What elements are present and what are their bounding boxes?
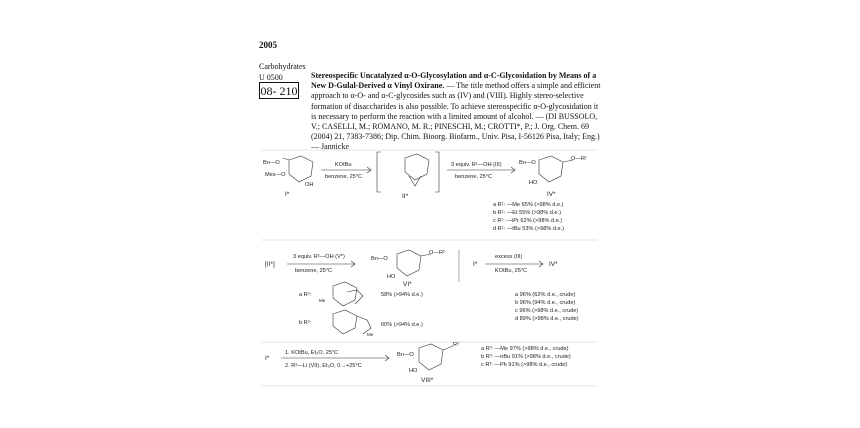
compound-II-label: II* xyxy=(402,193,409,200)
r1-product-ho: HO xyxy=(529,180,538,186)
r1-yield-d: d R¹: —tBu 53% (>98% d.e.) xyxy=(493,226,565,232)
r1-mes-label: Mes—O xyxy=(265,172,286,178)
r2-side-yield-d: d 89% (>98% d.e., crude) xyxy=(515,316,579,322)
r1-cond2: benzene, 25°C xyxy=(455,174,493,180)
abstract-body: — The title method offers a simple and efficient approach to α-O- and α-C-glycosides such as (IV) and (VIII). Highly stereo-selective formation of disaccharides is also possible. To achieve stereospecific α-O-glycosidation it is necessary to perform the reaction with a limited amount of alcohol. — (DI BUSSOLO, V.; CASELLI, M.; ROMANO, M. R.; PINESCHI, M.; CROTTI*, P.; J. Org. Chem. 69 (2004) 21, 7383-7386; Dip. Chim. Bioorg. Biofarm., Univ. Pisa, I-56126 Pisa, Italy; Eng.) — Jannicke xyxy=(311,81,601,152)
r3-start-label: I* xyxy=(265,355,270,362)
abstract-title: Stereospecific Uncatalyzed α-O-Glycosylation and α-C-Glycosidation by Means of a New D-Gulal-Derived α Vinyl Oxirane. xyxy=(311,71,597,91)
r2-b-yield: 60% (>94% d.e.) xyxy=(381,322,423,328)
r2-b-label: b R²: xyxy=(299,320,312,326)
compound-IV-label: IV* xyxy=(547,191,556,198)
r1-reagent2: 3 equiv. R¹—OH (III) xyxy=(451,162,502,168)
r2-a-me: Me xyxy=(319,298,326,303)
r2-product-ho: HO xyxy=(387,274,396,280)
r2-side-yield-c: c 96% (>98% d.e., crude) xyxy=(515,308,579,314)
category-code: U 0500 xyxy=(259,73,283,82)
r2-reagent: 3 equiv. R²—OH (V*) xyxy=(293,254,345,260)
category-block xyxy=(259,61,306,83)
r2-b-me: Me xyxy=(367,332,374,337)
r2-product-or2: O—R² xyxy=(429,250,445,256)
r3-yield-c: c R³: —Ph 91% (>98% d.e., crude) xyxy=(481,362,568,368)
r2-product-bn: Bn—O xyxy=(371,256,388,262)
r1-bn-label: Bn—O xyxy=(263,160,280,166)
r2-side-cond: KOtBu, 25°C xyxy=(495,268,528,274)
r2-cond: benzene, 25°C xyxy=(295,268,333,274)
category-name: Carbohydrates xyxy=(259,62,306,71)
r1-oh-label: OH xyxy=(305,182,314,188)
r1-yield-c: c R¹: —iPr 62% (>98% d.e.) xyxy=(493,218,563,224)
r1-yield-a: a R¹: —Me 65% (>98% d.e.) xyxy=(493,202,564,208)
r2-start-label: [II*] xyxy=(265,261,275,268)
r3-yield-a: a R³: —Me 97% (>98% d.e., crude) xyxy=(481,346,569,352)
r3-product-bn: Bn—O xyxy=(397,352,414,358)
r3-yield-b: b R³: —nBu 91% (>98% d.e., crude) xyxy=(481,354,571,360)
r2-a-yield: 58% (>94% d.e.) xyxy=(381,292,423,298)
r2-a-label: a R²: xyxy=(299,292,312,298)
r1-reagent1: KOtBu xyxy=(335,162,352,168)
r1-cond1: benzene, 25°C xyxy=(325,174,363,180)
r3-step2: 2. R³—Li (VII), Et₂O, 0→+25°C xyxy=(285,363,362,369)
r2-side-start: I* xyxy=(473,261,478,268)
r3-product-r3: R³ xyxy=(453,342,459,348)
r2-side-yield-a: a 96% (62% d.e., crude) xyxy=(515,292,576,298)
compound-I-label: I* xyxy=(285,191,290,198)
compound-VI-label: VI* xyxy=(403,281,412,288)
r3-product-ho: HO xyxy=(409,368,418,374)
r2-side-reagent: excess (III) xyxy=(495,254,523,260)
r3-step1: 1. KOtBu, Et₂O, 25°C xyxy=(285,350,339,356)
r2-side-yield-b: b 96% (94% d.e., crude) xyxy=(515,300,576,306)
abstract-number-box: 08- 210 xyxy=(260,84,298,98)
year-heading: 2005 xyxy=(259,40,277,50)
compound-VIII-label: VIII* xyxy=(421,377,434,384)
r1-yield-b: b R¹: —Et 55% (>98% d.e.) xyxy=(493,210,561,216)
r1-product-bn: Bn—O xyxy=(519,160,536,166)
abstract-text xyxy=(311,71,601,153)
r2-side-product: IV* xyxy=(549,261,558,268)
reaction-scheme xyxy=(259,146,599,388)
r1-product-or1: O—R¹ xyxy=(571,156,587,162)
